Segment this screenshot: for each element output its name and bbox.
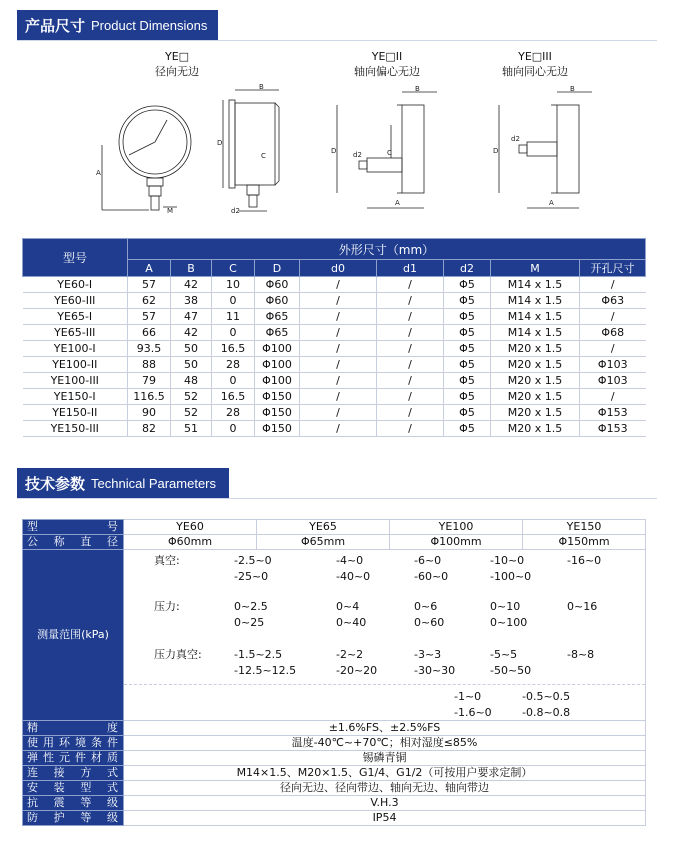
- model-cell: YE100-I: [23, 341, 128, 357]
- value-cell: 28: [212, 405, 255, 421]
- row-label-diameter: 公称直径: [23, 535, 124, 550]
- model-cell: YE60: [124, 520, 257, 535]
- value-cell: Φ5: [444, 309, 491, 325]
- value-cell: M20 x 1.5: [491, 341, 580, 357]
- value-cell: Φ5: [444, 277, 491, 293]
- value-cell: Φ5: [444, 357, 491, 373]
- table-row: [23, 325, 646, 341]
- row-value: IP54: [124, 811, 646, 826]
- value-cell: 93.5: [128, 341, 171, 357]
- value-cell: /: [300, 341, 377, 357]
- value-cell: M14 x 1.5: [491, 309, 580, 325]
- value-cell: /: [300, 325, 377, 341]
- value-cell: Φ5: [444, 293, 491, 309]
- value-cell: Φ68: [580, 325, 646, 341]
- model-cell: YE65-III: [23, 325, 128, 341]
- svg-text:d2: d2: [511, 135, 520, 143]
- svg-text:D: D: [331, 147, 337, 155]
- value-cell: 16.5: [212, 389, 255, 405]
- svg-text:M: M: [167, 207, 174, 215]
- value-cell: Φ5: [444, 325, 491, 341]
- value-cell: /: [300, 309, 377, 325]
- value-cell: 47: [171, 309, 212, 325]
- col-header-group: 外形尺寸（mm）: [128, 239, 646, 260]
- value-cell: /: [580, 341, 646, 357]
- table-row: [23, 751, 646, 766]
- dimension-drawings: [17, 45, 657, 230]
- table-row: [23, 421, 646, 437]
- table-row: [23, 357, 646, 373]
- value-cell: /: [580, 389, 646, 405]
- value-cell: M20 x 1.5: [491, 421, 580, 437]
- range-value: 0~10: [490, 600, 521, 613]
- range-value: 0~2.5: [234, 600, 268, 613]
- value-cell: M20 x 1.5: [491, 373, 580, 389]
- value-cell: 0: [212, 293, 255, 309]
- range-value: -16~0: [567, 554, 602, 567]
- row-label: 连接方式: [23, 766, 124, 781]
- table-row: [23, 811, 646, 826]
- technical-table: [22, 519, 646, 826]
- range-value: -2.5~0: [234, 554, 272, 567]
- value-cell: /: [377, 309, 444, 325]
- row-value: ±1.6%FS、±2.5%FS: [124, 721, 646, 736]
- range-value: -10~0: [490, 554, 525, 567]
- diameter-cell: Φ65mm: [257, 535, 390, 550]
- range-value: 0~4: [336, 600, 360, 613]
- value-cell: 66: [128, 325, 171, 341]
- range-value: -8~8: [567, 648, 595, 661]
- range-value: -60~0: [414, 570, 449, 583]
- value-cell: /: [300, 293, 377, 309]
- table-row: [23, 721, 646, 736]
- section-title-cn: 技术参数: [25, 474, 86, 493]
- range-value: 0~25: [234, 616, 265, 629]
- range-label: 压力真空:: [154, 648, 202, 661]
- value-cell: Φ63: [580, 293, 646, 309]
- range-value: -1.5~2.5: [234, 648, 283, 661]
- value-cell: 82: [128, 421, 171, 437]
- value-cell: Φ150: [255, 389, 300, 405]
- table-row: [23, 309, 646, 325]
- range-value: -12.5~12.5: [234, 664, 297, 677]
- row-label-range: 测量范围(kPa): [23, 550, 124, 721]
- table-row: [23, 796, 646, 811]
- row-label-model: 型号: [23, 520, 124, 535]
- svg-text:C: C: [261, 152, 266, 160]
- drawing-caption-axial-eccentric: YE□II 轴向偏心无边: [354, 50, 420, 78]
- value-cell: 52: [171, 405, 212, 421]
- range-value: -3~3: [414, 648, 442, 661]
- range-label: 真空:: [154, 554, 180, 567]
- value-cell: Φ60: [255, 277, 300, 293]
- svg-text:C: C: [387, 149, 392, 157]
- row-value: 锡磷青铜: [124, 751, 646, 766]
- value-cell: /: [300, 389, 377, 405]
- value-cell: M14 x 1.5: [491, 293, 580, 309]
- value-cell: M20 x 1.5: [491, 389, 580, 405]
- section-divider: [17, 40, 657, 41]
- value-cell: /: [377, 405, 444, 421]
- model-cell: YE65-I: [23, 309, 128, 325]
- section-title-en: Technical Parameters: [91, 475, 217, 491]
- value-cell: M14 x 1.5: [491, 277, 580, 293]
- value-cell: 116.5: [128, 389, 171, 405]
- value-cell: 88: [128, 357, 171, 373]
- section-header-technical: [17, 468, 229, 498]
- drawing-caption-axial-concentric: YE□III 轴向同心无边: [502, 50, 568, 78]
- dimensions-table: [22, 238, 646, 437]
- col-header-model: 型号: [23, 239, 128, 277]
- range-value: -4~0: [336, 554, 364, 567]
- range-grid: [124, 550, 645, 720]
- value-cell: 52: [171, 389, 212, 405]
- col-header-d2: d2: [444, 260, 491, 277]
- value-cell: M20 x 1.5: [491, 405, 580, 421]
- svg-text:B: B: [415, 85, 420, 93]
- value-cell: Φ65: [255, 325, 300, 341]
- value-cell: 90: [128, 405, 171, 421]
- model-cell: YE100-II: [23, 357, 128, 373]
- range-value: -5~5: [490, 648, 518, 661]
- col-header-a: A: [128, 260, 171, 277]
- value-cell: /: [377, 277, 444, 293]
- range-value: 0~40: [336, 616, 367, 629]
- value-cell: Φ103: [580, 357, 646, 373]
- svg-text:d2: d2: [231, 207, 240, 215]
- range-divider: [124, 684, 645, 685]
- value-cell: 50: [171, 341, 212, 357]
- model-cell: YE150-I: [23, 389, 128, 405]
- svg-text:d2: d2: [353, 151, 362, 159]
- row-label: 精度: [23, 721, 124, 736]
- range-value: -2~2: [336, 648, 364, 661]
- value-cell: 10: [212, 277, 255, 293]
- radial-front-view: [102, 106, 191, 210]
- value-cell: /: [377, 357, 444, 373]
- value-cell: 42: [171, 277, 212, 293]
- value-cell: Φ103: [580, 373, 646, 389]
- value-cell: /: [580, 309, 646, 325]
- value-cell: Φ60: [255, 293, 300, 309]
- row-label: 使用环境条件: [23, 736, 124, 751]
- value-cell: Φ5: [444, 373, 491, 389]
- value-cell: /: [300, 405, 377, 421]
- table-row: [23, 341, 646, 357]
- value-cell: M14 x 1.5: [491, 325, 580, 341]
- value-cell: Φ65: [255, 309, 300, 325]
- value-cell: Φ150: [255, 421, 300, 437]
- svg-text:D: D: [493, 147, 499, 155]
- svg-text:A: A: [395, 199, 400, 207]
- value-cell: 0: [212, 373, 255, 389]
- model-cell: YE150: [523, 520, 646, 535]
- svg-text:B: B: [259, 83, 264, 91]
- svg-text:B: B: [570, 85, 575, 93]
- model-cell: YE100-III: [23, 373, 128, 389]
- col-header-hole: 开孔尺寸: [580, 260, 646, 277]
- value-cell: /: [300, 421, 377, 437]
- range-value: -25~0: [234, 570, 269, 583]
- svg-text:A: A: [549, 199, 554, 207]
- range-value: -30~30: [414, 664, 456, 677]
- row-value: 温度-40℃~+70℃；相对湿度≤85%: [124, 736, 646, 751]
- table-row: [23, 373, 646, 389]
- svg-text:D: D: [217, 139, 223, 147]
- drawing-caption-radial: YE□ 径向无边: [155, 50, 199, 78]
- value-cell: /: [377, 293, 444, 309]
- row-label: 安装型式: [23, 781, 124, 796]
- value-cell: 16.5: [212, 341, 255, 357]
- range-value: 0~6: [414, 600, 438, 613]
- table-row: [23, 277, 646, 293]
- col-header-d1: d1: [377, 260, 444, 277]
- table-row: [23, 293, 646, 309]
- table-row: [23, 781, 646, 796]
- section-title-en: Product Dimensions: [91, 17, 208, 33]
- value-cell: 0: [212, 325, 255, 341]
- model-cell: YE100: [390, 520, 523, 535]
- value-cell: /: [300, 357, 377, 373]
- model-cell: YE150-II: [23, 405, 128, 421]
- section-divider: [17, 498, 657, 499]
- range-value: -1~0: [454, 690, 482, 703]
- value-cell: Φ153: [580, 421, 646, 437]
- value-cell: Φ153: [580, 405, 646, 421]
- model-cell: YE65: [257, 520, 390, 535]
- value-cell: 42: [171, 325, 212, 341]
- table-row: [23, 405, 646, 421]
- range-value: -0.8~0.8: [522, 706, 571, 719]
- value-cell: /: [300, 277, 377, 293]
- value-cell: 48: [171, 373, 212, 389]
- diameter-cell: Φ150mm: [523, 535, 646, 550]
- value-cell: 57: [128, 309, 171, 325]
- row-value: V.H.3: [124, 796, 646, 811]
- range-value: -100~0: [490, 570, 532, 583]
- col-header-c: C: [212, 260, 255, 277]
- value-cell: 62: [128, 293, 171, 309]
- row-label: 抗震等级: [23, 796, 124, 811]
- value-cell: Φ100: [255, 357, 300, 373]
- value-cell: M20 x 1.5: [491, 357, 580, 373]
- col-header-d0: d0: [300, 260, 377, 277]
- value-cell: 51: [171, 421, 212, 437]
- radial-side-view: [223, 90, 279, 211]
- range-value: 0~16: [567, 600, 598, 613]
- value-cell: 11: [212, 309, 255, 325]
- value-cell: Φ5: [444, 405, 491, 421]
- range-value: -50~50: [490, 664, 532, 677]
- range-value: 0~60: [414, 616, 445, 629]
- value-cell: Φ5: [444, 421, 491, 437]
- range-value: -0.5~0.5: [522, 690, 571, 703]
- row-label: 弹性元件材质: [23, 751, 124, 766]
- row-value: 径向无边、径向带边、轴向无边、轴向带边: [124, 781, 646, 796]
- range-value: -6~0: [414, 554, 442, 567]
- section-header-dimensions: [17, 10, 218, 40]
- col-header-m: M: [491, 260, 580, 277]
- model-cell: YE60-I: [23, 277, 128, 293]
- value-cell: Φ150: [255, 405, 300, 421]
- value-cell: /: [377, 389, 444, 405]
- gauge-drawings-svg: [17, 45, 657, 230]
- col-header-b: B: [171, 260, 212, 277]
- range-value: -1.6~0: [454, 706, 492, 719]
- row-label: 防护等级: [23, 811, 124, 826]
- value-cell: Φ5: [444, 341, 491, 357]
- range-cell: [124, 550, 646, 721]
- value-cell: Φ100: [255, 373, 300, 389]
- value-cell: /: [377, 421, 444, 437]
- value-cell: /: [377, 325, 444, 341]
- value-cell: Φ5: [444, 389, 491, 405]
- value-cell: 38: [171, 293, 212, 309]
- value-cell: 50: [171, 357, 212, 373]
- table-row: [23, 766, 646, 781]
- col-header-d: D: [255, 260, 300, 277]
- model-cell: YE60-III: [23, 293, 128, 309]
- row-value: M14×1.5、M20×1.5、G1/4、G1/2（可按用户要求定制）: [124, 766, 646, 781]
- section-title-cn: 产品尺寸: [25, 16, 86, 35]
- diameter-cell: Φ100mm: [390, 535, 523, 550]
- model-cell: YE150-III: [23, 421, 128, 437]
- value-cell: /: [580, 277, 646, 293]
- table-row: [23, 389, 646, 405]
- range-label: 压力:: [154, 600, 180, 613]
- value-cell: 28: [212, 357, 255, 373]
- value-cell: /: [377, 341, 444, 357]
- range-value: 0~100: [490, 616, 528, 629]
- range-value: -20~20: [336, 664, 378, 677]
- value-cell: /: [377, 373, 444, 389]
- value-cell: 0: [212, 421, 255, 437]
- diameter-cell: Φ60mm: [124, 535, 257, 550]
- range-value: -40~0: [336, 570, 371, 583]
- value-cell: 57: [128, 277, 171, 293]
- value-cell: /: [300, 373, 377, 389]
- svg-text:A: A: [96, 169, 101, 177]
- table-row: [23, 736, 646, 751]
- value-cell: 79: [128, 373, 171, 389]
- value-cell: Φ100: [255, 341, 300, 357]
- axial-concentric-view: [499, 92, 592, 208]
